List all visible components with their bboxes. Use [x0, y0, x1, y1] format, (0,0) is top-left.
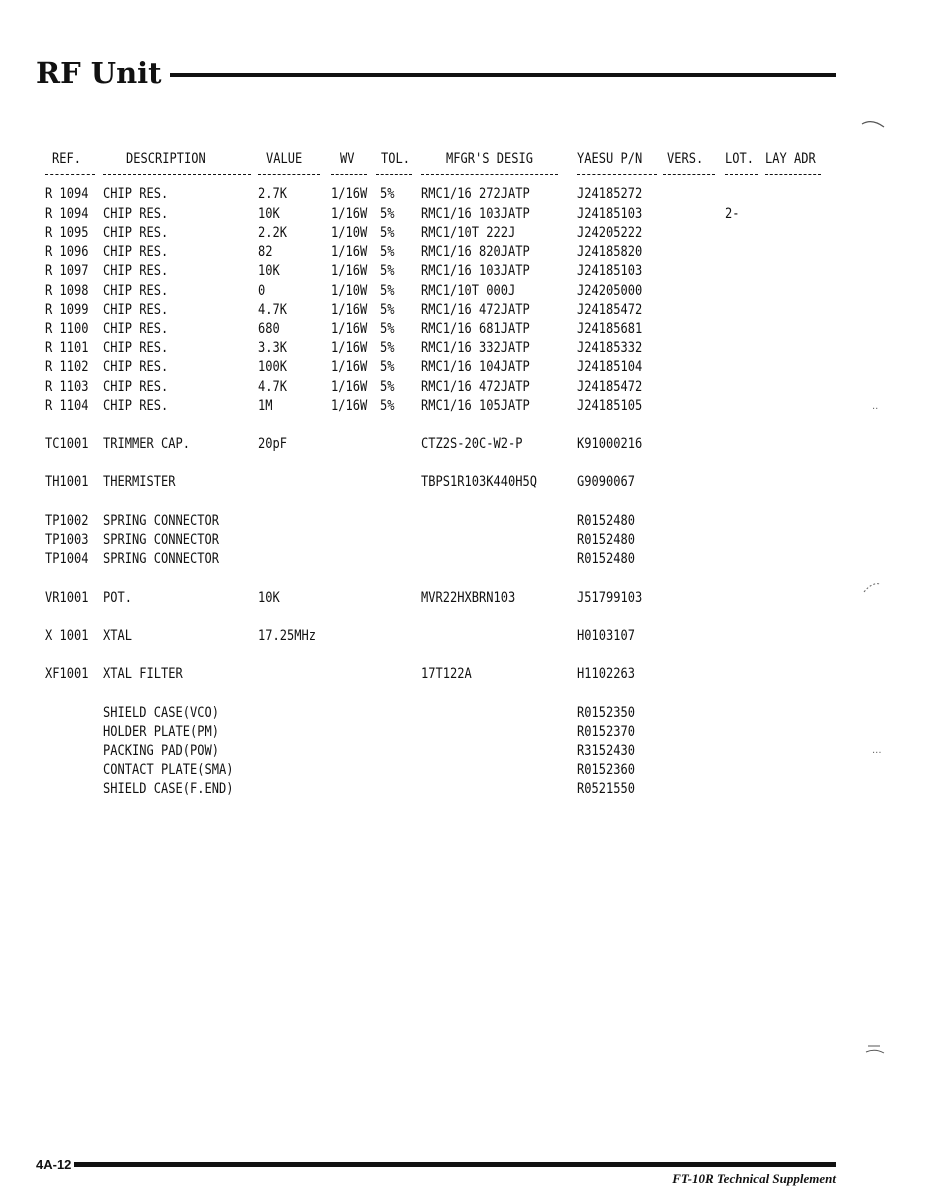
cell-wv: 1/16W [331, 186, 368, 202]
cell-mfgr-desig: RMC1/16 104JATP [421, 359, 530, 375]
cell-description: CHIP RES. [103, 321, 169, 337]
header-wv: WV [340, 151, 355, 167]
cell-ref: R 1094 [45, 206, 89, 222]
cell-description: CHIP RES. [103, 186, 169, 202]
cell-tol: 5% [380, 206, 395, 222]
margin-dot-icon: ·· [872, 404, 879, 415]
cell-tol: 5% [380, 321, 395, 337]
cell-description: TRIMMER CAP. [103, 436, 190, 452]
cell-yaesu-pn: J24185472 [577, 379, 643, 395]
cell-mfgr-desig: RMC1/16 103JATP [421, 263, 530, 279]
cell-yaesu-pn: J24185820 [577, 244, 643, 260]
page-number: 4A-12 [36, 1156, 72, 1172]
cell-yaesu-pn: R0521550 [577, 781, 635, 797]
table-row [0, 435, 926, 454]
cell-yaesu-pn: J24185272 [577, 186, 643, 202]
margin-mark-icon [862, 580, 882, 594]
cell-value: 1M [258, 398, 273, 414]
cell-value: 20pF [258, 436, 287, 452]
cell-mfgr-desig: TBPS1R103K440H5Q [421, 474, 537, 490]
table-row [0, 224, 926, 243]
cell-description: XTAL [103, 628, 132, 644]
cell-yaesu-pn: R0152480 [577, 532, 635, 548]
cell-value: 3.3K [258, 340, 287, 356]
cell-mfgr-desig: CTZ2S-20C-W2-P [421, 436, 523, 452]
table-row [0, 378, 926, 397]
cell-tol: 5% [380, 186, 395, 202]
table-row [0, 704, 926, 723]
table-row [0, 301, 926, 320]
cell-yaesu-pn: K91000216 [577, 436, 643, 452]
cell-yaesu-pn: R0152370 [577, 724, 635, 740]
cell-ref: VR1001 [45, 590, 89, 606]
cell-value: 0 [258, 283, 266, 299]
cell-ref: R 1102 [45, 359, 89, 375]
cell-mfgr-desig: 17T122A [421, 666, 472, 682]
header-lay-adr: LAY ADR [765, 151, 816, 167]
cell-yaesu-pn: J24185332 [577, 340, 643, 356]
cell-mfgr-desig: RMC1/16 103JATP [421, 206, 530, 222]
cell-ref: XF1001 [45, 666, 89, 682]
table-row [0, 397, 926, 416]
cell-yaesu-pn: J24185103 [577, 206, 643, 222]
cell-value: 4.7K [258, 379, 287, 395]
table-row [0, 282, 926, 301]
cell-wv: 1/10W [331, 225, 368, 241]
cell-ref: R 1101 [45, 340, 89, 356]
cell-description: XTAL FILTER [103, 666, 183, 682]
cell-wv: 1/16W [331, 206, 368, 222]
table-row [0, 589, 926, 608]
cell-value: 10K [258, 590, 280, 606]
cell-yaesu-pn: R0152480 [577, 513, 635, 529]
cell-value: 100K [258, 359, 287, 375]
cell-description: CHIP RES. [103, 206, 169, 222]
cell-description: CHIP RES. [103, 263, 169, 279]
table-row [0, 531, 926, 550]
cell-value: 17.25MHz [258, 628, 316, 644]
cell-description: PACKING PAD(POW) [103, 743, 219, 759]
cell-lot: 2- [725, 206, 740, 222]
cell-yaesu-pn: R0152480 [577, 551, 635, 567]
cell-wv: 1/16W [331, 302, 368, 318]
cell-ref: TP1003 [45, 532, 89, 548]
cell-description: SHIELD CASE(F.END) [103, 781, 234, 797]
margin-mark-icon [864, 1042, 886, 1058]
cell-tol: 5% [380, 244, 395, 260]
cell-yaesu-pn: J24185472 [577, 302, 643, 318]
cell-description: CHIP RES. [103, 379, 169, 395]
table-row [0, 550, 926, 569]
cell-wv: 1/16W [331, 244, 368, 260]
cell-yaesu-pn: R0152360 [577, 762, 635, 778]
cell-yaesu-pn: H1102263 [577, 666, 635, 682]
cell-value: 10K [258, 206, 280, 222]
cell-ref: R 1104 [45, 398, 89, 414]
margin-mark-icon [860, 118, 886, 130]
cell-yaesu-pn: H0103107 [577, 628, 635, 644]
cell-tol: 5% [380, 302, 395, 318]
cell-description: THERMISTER [103, 474, 176, 490]
header-lot: LOT. [725, 151, 754, 167]
cell-ref: R 1098 [45, 283, 89, 299]
table-row [0, 358, 926, 377]
cell-wv: 1/16W [331, 398, 368, 414]
table-row [0, 205, 926, 224]
cell-ref: R 1095 [45, 225, 89, 241]
header-value: VALUE [266, 151, 303, 167]
cell-mfgr-desig: RMC1/16 681JATP [421, 321, 530, 337]
cell-tol: 5% [380, 359, 395, 375]
table-row [0, 665, 926, 684]
cell-yaesu-pn: R3152430 [577, 743, 635, 759]
margin-dot-icon: ··· [872, 748, 882, 759]
table-row [0, 185, 926, 204]
cell-tol: 5% [380, 340, 395, 356]
cell-mfgr-desig: RMC1/10T 222J [421, 225, 516, 241]
cell-mfgr-desig: RMC1/16 105JATP [421, 398, 530, 414]
cell-yaesu-pn: J51799103 [577, 590, 643, 606]
cell-wv: 1/16W [331, 321, 368, 337]
cell-ref: R 1099 [45, 302, 89, 318]
cell-yaesu-pn: J24205222 [577, 225, 643, 241]
cell-tol: 5% [380, 283, 395, 299]
cell-tol: 5% [380, 263, 395, 279]
cell-description: SPRING CONNECTOR [103, 551, 219, 567]
cell-ref: X 1001 [45, 628, 89, 644]
cell-ref: TC1001 [45, 436, 89, 452]
cell-value: 2.2K [258, 225, 287, 241]
table-row [0, 512, 926, 531]
cell-yaesu-pn: J24185103 [577, 263, 643, 279]
cell-description: CHIP RES. [103, 302, 169, 318]
cell-ref: TP1002 [45, 513, 89, 529]
cell-yaesu-pn: J24185105 [577, 398, 643, 414]
cell-description: SHIELD CASE(VCO) [103, 705, 219, 721]
table-row [0, 627, 926, 646]
cell-ref: R 1103 [45, 379, 89, 395]
cell-yaesu-pn: R0152350 [577, 705, 635, 721]
cell-tol: 5% [380, 379, 395, 395]
cell-description: CHIP RES. [103, 244, 169, 260]
cell-wv: 1/16W [331, 340, 368, 356]
supplement-title: FT-10R Technical Supplement [672, 1171, 836, 1186]
header-yaesu: YAESU P/N [577, 151, 643, 167]
cell-yaesu-pn: J24185681 [577, 321, 643, 337]
cell-value: 680 [258, 321, 280, 337]
cell-description: CHIP RES. [103, 340, 169, 356]
cell-mfgr-desig: RMC1/16 820JATP [421, 244, 530, 260]
cell-description: CHIP RES. [103, 225, 169, 241]
table-row [0, 339, 926, 358]
cell-description: CHIP RES. [103, 398, 169, 414]
cell-yaesu-pn: J24185104 [577, 359, 643, 375]
cell-description: SPRING CONNECTOR [103, 513, 219, 529]
table-row [0, 320, 926, 339]
table-row [0, 262, 926, 281]
cell-description: CONTACT PLATE(SMA) [103, 762, 234, 778]
cell-mfgr-desig: RMC1/10T 000J [421, 283, 516, 299]
cell-yaesu-pn: J24205000 [577, 283, 643, 299]
cell-tol: 5% [380, 398, 395, 414]
header-description: DESCRIPTION [126, 151, 206, 167]
cell-value: 82 [258, 244, 273, 260]
cell-wv: 1/16W [331, 379, 368, 395]
header-tol: TOL. [381, 151, 410, 167]
footer-rule [74, 1162, 836, 1167]
cell-ref: R 1096 [45, 244, 89, 260]
header-ref: REF. [52, 151, 81, 167]
header-mfgr: MFGR'S DESIG [446, 151, 533, 167]
table-row [0, 723, 926, 742]
cell-ref: R 1100 [45, 321, 89, 337]
cell-mfgr-desig: RMC1/16 272JATP [421, 186, 530, 202]
cell-value: 4.7K [258, 302, 287, 318]
cell-wv: 1/16W [331, 263, 368, 279]
cell-description: CHIP RES. [103, 283, 169, 299]
cell-mfgr-desig: MVR22HXBRN103 [421, 590, 516, 606]
cell-description: POT. [103, 590, 132, 606]
cell-ref: TH1001 [45, 474, 89, 490]
cell-mfgr-desig: RMC1/16 472JATP [421, 302, 530, 318]
cell-wv: 1/10W [331, 283, 368, 299]
table-row [0, 243, 926, 262]
cell-description: SPRING CONNECTOR [103, 532, 219, 548]
header-vers: VERS. [667, 151, 704, 167]
cell-mfgr-desig: RMC1/16 472JATP [421, 379, 530, 395]
page-title: RF Unit [36, 56, 162, 90]
cell-mfgr-desig: RMC1/16 332JATP [421, 340, 530, 356]
table-header [0, 150, 926, 169]
cell-ref: R 1094 [45, 186, 89, 202]
cell-ref: R 1097 [45, 263, 89, 279]
table-row [0, 473, 926, 492]
cell-description: CHIP RES. [103, 359, 169, 375]
cell-value: 10K [258, 263, 280, 279]
cell-yaesu-pn: G9090067 [577, 474, 635, 490]
cell-value: 2.7K [258, 186, 287, 202]
cell-tol: 5% [380, 225, 395, 241]
table-row [0, 761, 926, 780]
cell-wv: 1/16W [331, 359, 368, 375]
cell-description: HOLDER PLATE(PM) [103, 724, 219, 740]
cell-ref: TP1004 [45, 551, 89, 567]
table-row [0, 742, 926, 761]
table-row [0, 780, 926, 799]
header-underline [0, 174, 926, 176]
